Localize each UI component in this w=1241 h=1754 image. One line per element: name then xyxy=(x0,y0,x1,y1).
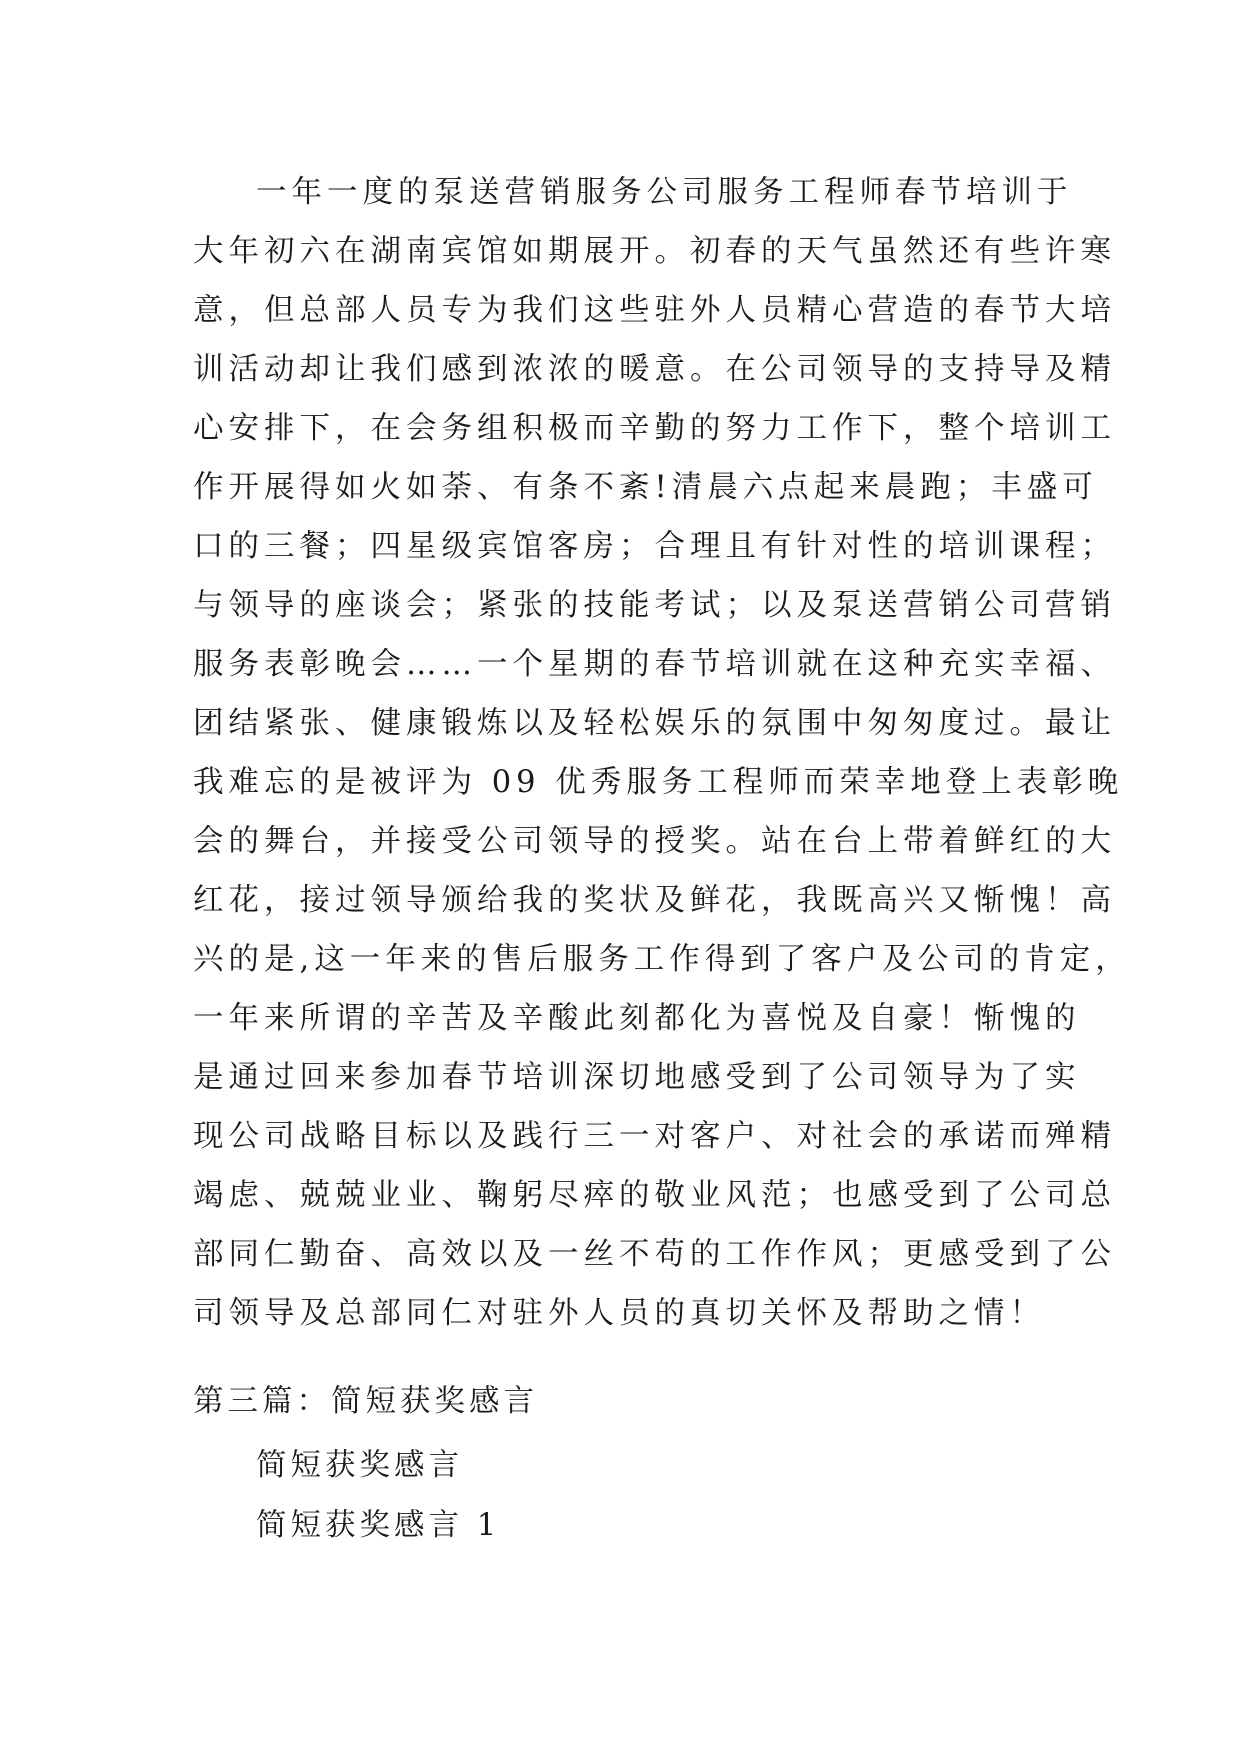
subheading: 简短获奖感言 xyxy=(256,1448,463,1483)
paragraph-line: 一年来所谓的辛苦及辛酸此刻都化为喜悦及自豪！惭愧的 xyxy=(193,1001,1081,1036)
body-paragraph xyxy=(193,163,1131,1343)
paragraph-line: 心安排下，在会务组积极而辛勤的努力工作下，整个培训工 xyxy=(193,411,1116,446)
subheading-numbered: 简短获奖感言 1 xyxy=(256,1508,501,1543)
paragraph-line: 训活动却让我们感到浓浓的暖意。在公司领导的支持导及精 xyxy=(193,352,1116,387)
paragraph-line: 会的舞台，并接受公司领导的授奖。站在台上带着鲜红的大 xyxy=(193,824,1116,859)
paragraph-line: 口的三餐；四星级宾馆客房；合理且有针对性的培训课程； xyxy=(193,529,1116,564)
paragraph-line: 团结紧张、健康锻炼以及轻松娱乐的氛围中匆匆度过。最让 xyxy=(193,706,1116,741)
paragraph-line: 红花，接过领导颁给我的奖状及鲜花，我既高兴又惭愧！高 xyxy=(193,883,1116,918)
paragraph-line: 竭虑、兢兢业业、鞠躬尽瘁的敬业风范；也感受到了公司总 xyxy=(193,1178,1116,1213)
paragraph-line: 部同仁勤奋、高效以及一丝不苟的工作作风；更感受到了公 xyxy=(193,1237,1116,1272)
paragraph-line: 作开展得如火如荼、有条不紊!清晨六点起来晨跑；丰盛可 xyxy=(193,470,1098,505)
paragraph-line: 与领导的座谈会；紧张的技能考试；以及泵送营销公司营销 xyxy=(193,588,1116,623)
paragraph-line: 大年初六在湖南宾馆如期展开。初春的天气虽然还有些许寒 xyxy=(193,234,1116,269)
section-title: 第三篇：简短获奖感言 xyxy=(193,1384,538,1419)
paragraph-line: 司领导及总部同仁对驻外人员的真切关怀及帮助之情！ xyxy=(193,1296,1045,1331)
paragraph-line: 我难忘的是被评为 09 优秀服务工程师而荣幸地登上表彰晚 xyxy=(193,765,1124,800)
paragraph-line: 现公司战略目标以及践行三一对客户、对社会的承诺而殚精 xyxy=(193,1119,1116,1154)
paragraph-line: 一年一度的泵送营销服务公司服务工程师春节培训于 xyxy=(256,175,1073,210)
paragraph-line: 兴的是,这一年来的售后服务工作得到了客户及公司的肯定， xyxy=(193,942,1131,977)
paragraph-line: 服务表彰晚会……一个星期的春节培训就在这种充实幸福、 xyxy=(193,647,1116,682)
paragraph-line: 意，但总部人员专为我们这些驻外人员精心营造的春节大培 xyxy=(193,293,1116,328)
paragraph-line: 是通过回来参加春节培训深切地感受到了公司领导为了实 xyxy=(193,1060,1081,1095)
